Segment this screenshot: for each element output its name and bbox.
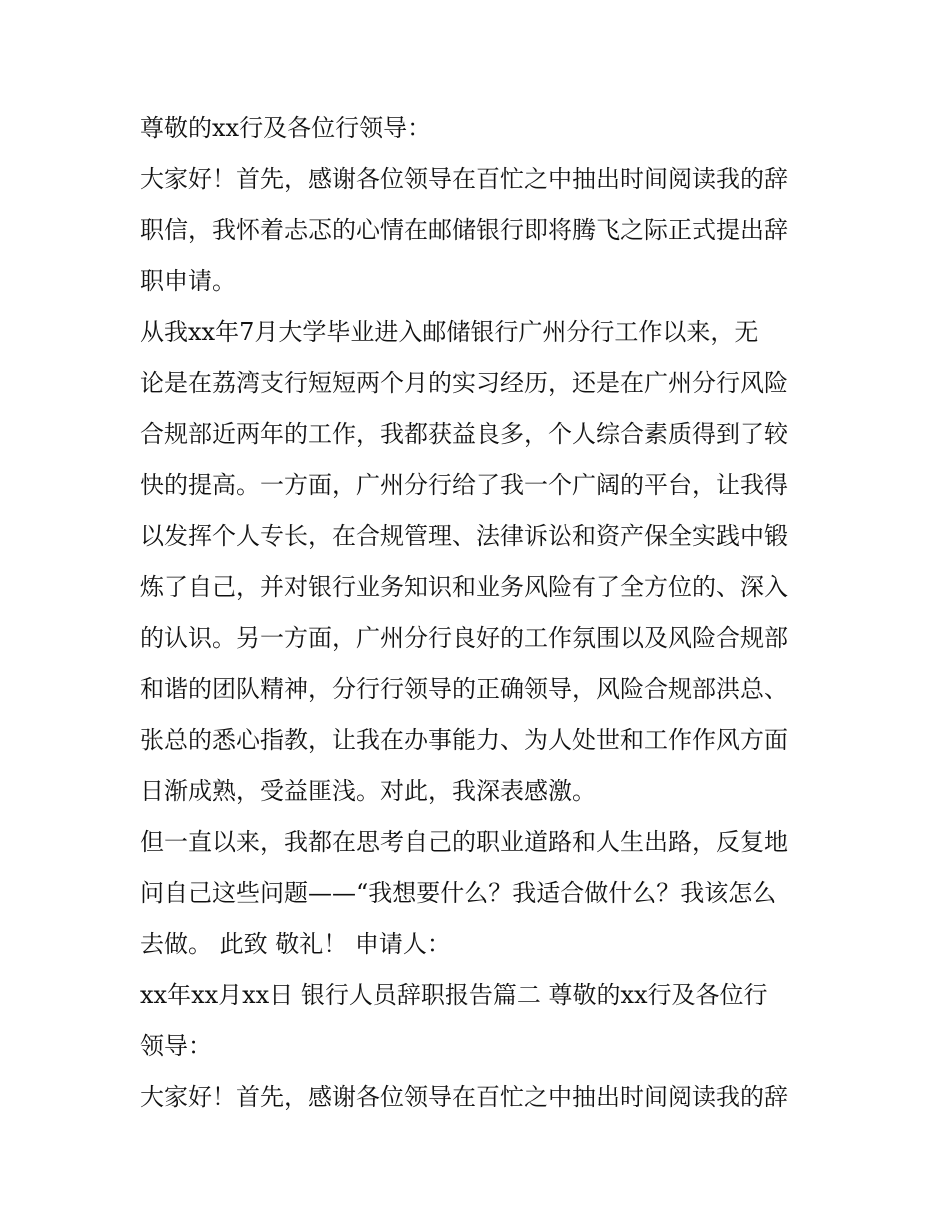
text-line: 日渐成熟，受益匪浅。对此，我深表感激。 xyxy=(140,777,596,805)
text-line: 问自己这些问题——“我想要什么？我适合做什么？我该怎么 xyxy=(140,879,777,907)
text-line: 的认识。另一方面，广州分行良好的工作氛围以及风险合规部 xyxy=(140,624,788,652)
text-line: xx年xx月xx日 银行人员辞职报告篇二 尊敬的xx行及各位行 xyxy=(140,981,768,1009)
text-line: 快的提高。一方面，广州分行给了我一个广阔的平台，让我得 xyxy=(140,471,788,499)
text-line: 职信，我怀着忐忑的心情在邮储银行即将腾飞之际正式提出辞 xyxy=(140,216,788,244)
text-line: 炼了自己，并对银行业务知识和业务风险有了全方位的、深入 xyxy=(140,573,788,601)
text-line: 大家好！首先，感谢各位领导在百忙之中抽出时间阅读我的辞 xyxy=(140,1083,788,1111)
text-line: 领导： xyxy=(140,1032,212,1060)
text-line: 合规部近两年的工作，我都获益良多，个人综合素质得到了较 xyxy=(140,420,788,448)
text-line: 张总的悉心指教，让我在办事能力、为人处世和工作作风方面 xyxy=(140,726,788,754)
text-line: 职申请。 xyxy=(140,267,236,295)
text-line: 论是在荔湾支行短短两个月的实习经历，还是在广州分行风险 xyxy=(140,369,788,397)
text-line: 和谐的团队精神，分行行领导的正确领导，风险合规部洪总、 xyxy=(140,675,788,703)
text-line: 以发挥个人专长，在合规管理、法律诉讼和资产保全实践中锻 xyxy=(140,522,788,550)
text-line: 但一直以来，我都在思考自己的职业道路和人生出路，反复地 xyxy=(140,828,788,856)
text-line: 大家好！首先，感谢各位领导在百忙之中抽出时间阅读我的辞 xyxy=(140,165,788,193)
text-line: 去做。 此致 敬礼！ 申请人： xyxy=(140,930,451,958)
text-line: 从我xx年7月大学毕业进入邮储银行广州分行工作以来，无 xyxy=(140,318,759,346)
text-line: 尊敬的xx行及各位行领导： xyxy=(140,114,432,142)
